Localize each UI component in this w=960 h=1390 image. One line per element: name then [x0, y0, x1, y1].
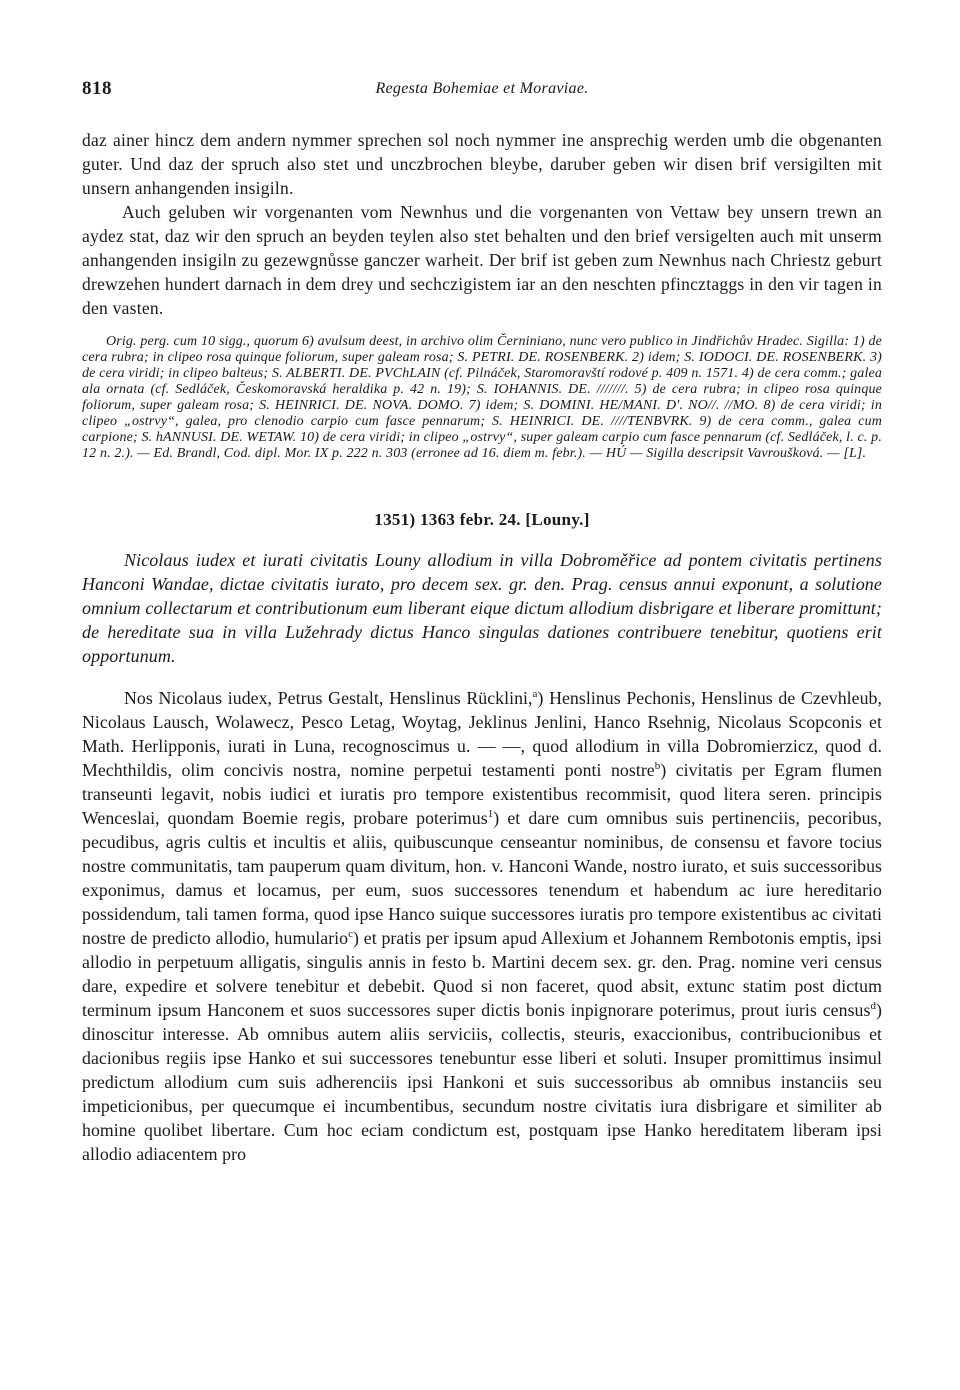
regest-summary: Nicolaus iudex et iurati civitatis Louny allodium in villa Dobroměřice ad pontem civitatis pertinens Hanconi Wandae, dictae civitatis iurato, pro decem sex. gr. den. Prag. census annui exponunt, a solutione omnium collectarum et contributionum eum liberant eique dictum allodium disbrigare et liberare promittunt; de hereditate sua in villa Lužehrady dictus Hanco singulas dationes contribuere tenebitur, quotiens erit opportunum. — [82, 550, 882, 666]
footnote-marker: c — [348, 928, 354, 941]
text-segment: ) dinoscitur interesse. Ab omnibus autem aliis serviciis, collectis, steuris, exaccionibus, contribucionibus et dacionibus regiis ipse Hanko et sui successores tenebuntur esse liberi et soluti. Insuper promittimus insimul predictum allodium cum suis adherenciis ipsi Hankoni et suis successoribus ab omnibus instanciis seu impeticionibus, per quecumque ei incumbentibus, secundum nostre civitatis iura disbrigare et similiter ab homine quolibet libertare. Cum hoc eciam condictum est, postquam ipse Hanko hereditatem liberam ipsi allodio adiacentem pro — [82, 1000, 882, 1164]
footnote-marker: d — [870, 1000, 877, 1013]
text-segment: ) Henslinus Pechonis, Henslinus de Czevhleub, Nicolaus Lausch, Wolawecz, Pesco Letag, Woytag, Jeklinus Jenlini, Hanco Rsehnig, Nicolaus Scopconis et Math. Herlipponis, iurati in Luna, recognoscimus u. — —, quod allodium in villa Dobromierzicz, quod d. Mechthildis, olim concivis nostra, nomine perpetui testamenti ponti nostre — [82, 688, 882, 780]
critical-apparatus: Orig. perg. cum 10 sigg., quorum 6) avulsum deest, in archivo olim Černiniano, nunc vero publico in Jindřichův Hradec. Sigilla: 1) de cera rubra; in clipeo rosa quinque foliorum, super galeam rosa; S. PETRI. DE. ROSENBERK. 2) idem; S. IODOCI. DE. ROSENBERK. 3) de cera viridi; in clipeo balteus; S. ALBERTI. DE. PVChLAIN (cf. Pilnáček, Staromoravští rodové p. 409 n. 1571. 4) de cera comm.; galea ala ornata (cf. Sedláček, Českomoravská heraldika p. 42 n. 19); S. IOHANNIS. DE. ///////. 5) de cera rubra; in clipeo rosa quinque foliorum, super galeam rosa; S. HEINRICI. DE. NOVA. DOMO. 7) idem; S. DOMINI. HE/MANI. D'. NO//. //MO. 8) de cera viridi; in clipeo „ostrvy“, galea, pro clenodio carpio cum fasce pennarum; S. HEINRICI. DE. ////TENBVRK. 9) de cera comm., galea cum carpione; S. hANNUSI. DE. WETAW. 10) de cera viridi; in clipeo „ostrvy“, super galeam carpio cum fasce pennarum (cf. Sedláček, l. c. p. 12 n. 2.). — Ed. Brandl, Cod. dipl. Mor. IX p. 222 n. 303 (erronee ad 16. diem m. febr.). — HÚ — Sigilla descripsit Vavroušková. — [L]. — [82, 334, 882, 461]
page-number: 818 — [82, 78, 112, 99]
document-heading: 1351) 1363 febr. 24. [Louny.] — [374, 510, 590, 529]
text-segment: ) et pratis per ipsum apud Allexium et Johannem Rembotonis emptis, ipsi allodio in perpetuum alligatis, singulis annis in festo b. Martini decem sex. gr. den. Prag. nomine veri census dare, expedire et solvere tenebitur et debebit. Quod si non faceret, quod absit, extunc statim post dictum terminum ipsum Hanconem et suos successores super dictis bonis inpignorare poterimus, prout iuris census — [82, 928, 883, 1020]
continuation-paragraph: daz ainer hincz dem andern nymmer sprechen sol noch nymmer ine ansprechig werden umb die obgenanten guter. Und daz der spruch also stet und unczbrochen bleybe, daruber geben wir disen brif versigilten mit unsern anhangenden insigiln. — [82, 130, 882, 198]
text-segment: Nos Nicolaus iudex, Petrus Gestalt, Henslinus Rücklini, — [124, 688, 533, 708]
footnote-marker: b — [654, 760, 661, 773]
text-segment: ) et dare cum omnibus suis pertinenciis, pecoribus, pecudibus, agris cultis et incultis et aliis, quibuscunque censeantur nominibus, de consensu et favore tocius nostre communitatis, tam pauperum quam divitum, hon. v. Hanconi Wande, nostro iurato, et suis successoribus exponimus, damus et locamus, per eum, suos successores tenendum et habendum ac iure hereditario possidendum, tali tamen forma, quod ipse Hanco suique successores iuratis pro tempore existentibus ac civitati nostre de predicto allodio, humulario — [82, 808, 882, 948]
document-page — [82, 70, 882, 1184]
continuation-paragraph: Auch geluben wir vorgenanten vom Newnhus und die vorgenanten von Vettaw bey unsern trewn an aydez stat, daz wir den spruch an beyden teylen also stet behalten und den brief versigelten auch mit unserm anhangenden insigiln zu gezewgnůsse ganczer warheit. Der brif ist geben zum Newnhus nach Chriestz geburt drewzehen hundert darnach in dem drey und sechczigistem iar an den neschten pfincztaggs in den vir tagen in den vasten. — [82, 202, 882, 318]
text-segment: ) civitatis per Egram flumen transeunti legavit, nobis iudici et iuratis pro tempore existentibus recommisit, quod litera seren. principis Wenceslai, quondam Boemie regis, probare poterimus — [82, 760, 882, 828]
page-header — [82, 70, 882, 110]
footnote-marker: a — [532, 688, 538, 701]
running-title: Regesta Bohemiae et Moraviae. — [375, 80, 589, 97]
charter-text — [82, 686, 882, 1166]
footnote-marker: 1 — [487, 808, 494, 821]
